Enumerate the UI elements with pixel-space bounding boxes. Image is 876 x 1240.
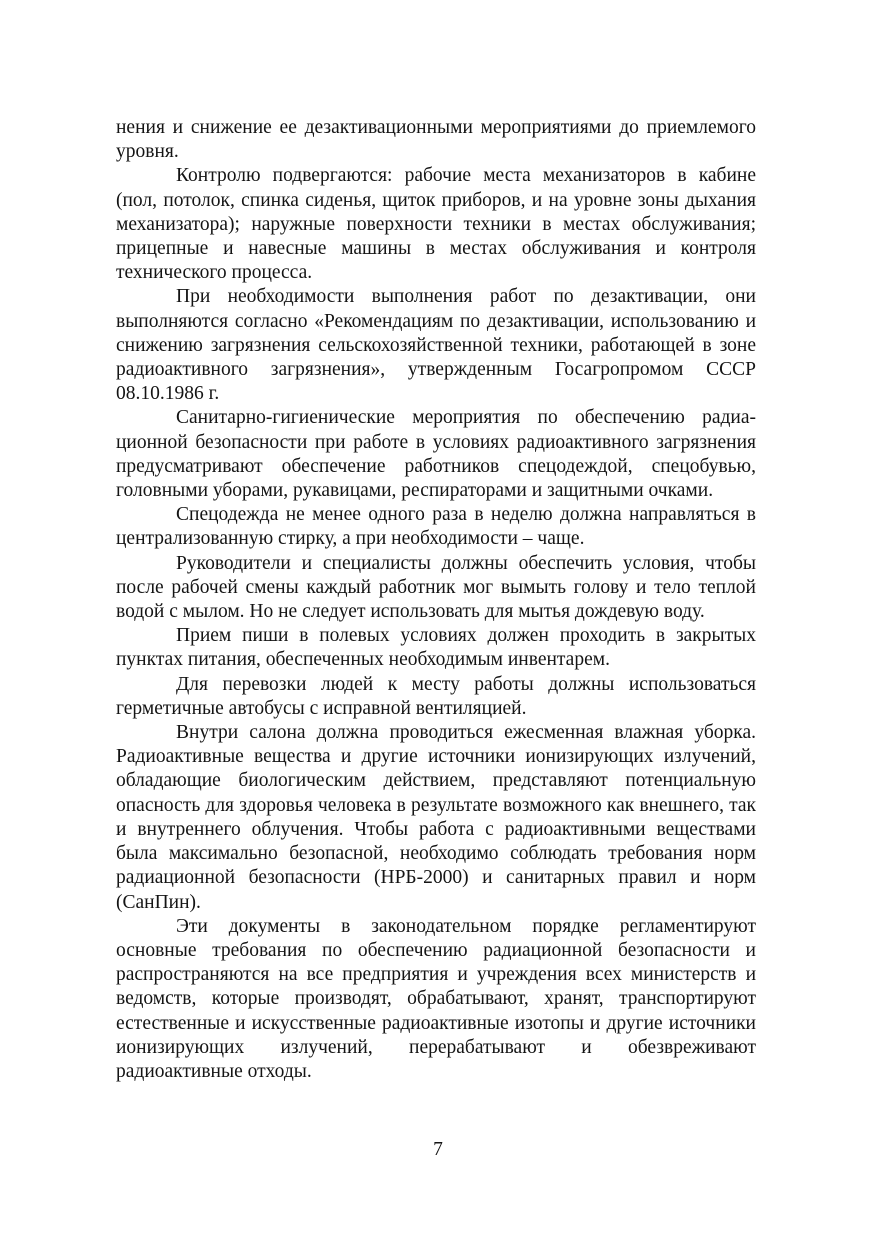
body-text bbox=[116, 116, 756, 1084]
paragraph-7: Прием пиши в полевых условиях должен проходить в закрытых пунктах питания, обеспеченных необходимым инвентарем. bbox=[116, 625, 756, 671]
paragraph-8: Для перевозки людей к месту работы должны использоваться герметичные автобусы с исправной вентиляцией. bbox=[116, 673, 756, 719]
paragraph-6: Руководители и специалисты должны обеспечить условия, чтобы после рабочей смены каждый работник мог вымыть голову и тело теплой водой с мылом. Но не следует использовать для мытья дождевую воду. bbox=[116, 552, 756, 623]
paragraph-4: Санитарно-гигиенические мероприятия по обеспечению радиационной безопасности при работе в условиях радиоактивного загрязнения предусматривают обеспечение работников спецодеждой, спецобувью, головными уборами, рукавицами, респираторами и защитными очками. bbox=[116, 407, 756, 502]
paragraph-2: Контролю подвергаются: рабочие места механизаторов в кабине (пол, потолок, спинка сиденья, щиток приборов, и на уровне зоны дыхания механизатора); наружные поверхности техники в местах обслуживания; прицепные и навесные машины в местах обслуживания и контроля технического процесса. bbox=[116, 165, 756, 284]
paragraph-9: Внутри салона должна проводиться ежесменная влажная уборка. Радиоактивные вещества и другие источники ионизирующих излучений, обладающие биологическим действием, представляют потенциальную опасность для здоровья человека в результате возможного как внешнего, так и внутреннего облучения. Чтобы работа с радиоактивными веществами была максимально безопасной, необходимо соблюдать требования норм радиационной безопасности (НРБ-2000) и санитарных правил и норм (СанПин). bbox=[116, 722, 756, 913]
paragraph-1: нения и снижение ее дезактивационными мероприятиями до приемлемого уровня. bbox=[116, 117, 756, 163]
paragraph-10: Эти документы в законодательном порядке регламентируют основные требования по обеспечению радиационной безопасности и распространяются на все предприятия и учреждения всех министерств и ведомств, которые производят, обрабатывают, хранят, транспортируют естественные и искусственные радиоактивные изотопы и другие источники ионизирующих излучений, перерабатывают и обезвреживают радиоактивные отходы. bbox=[116, 915, 756, 1082]
paragraph-5: Спецодежда не менее одного раза в неделю должна направляться в централизованную стирку, а при необходимости – чаще. bbox=[116, 504, 756, 550]
page-number: 7 bbox=[433, 1139, 443, 1160]
paragraph-3: При необходимости выполнения работ по дезактивации, они выполняются согласно «Рекомендациям по дезактивации, использованию и снижению загрязнения сельскохозяйственной техники, работающей в зоне радиоактивного загрязнения», утвержденным Госагропромом СССР 08.10.1986 г. bbox=[116, 286, 756, 405]
